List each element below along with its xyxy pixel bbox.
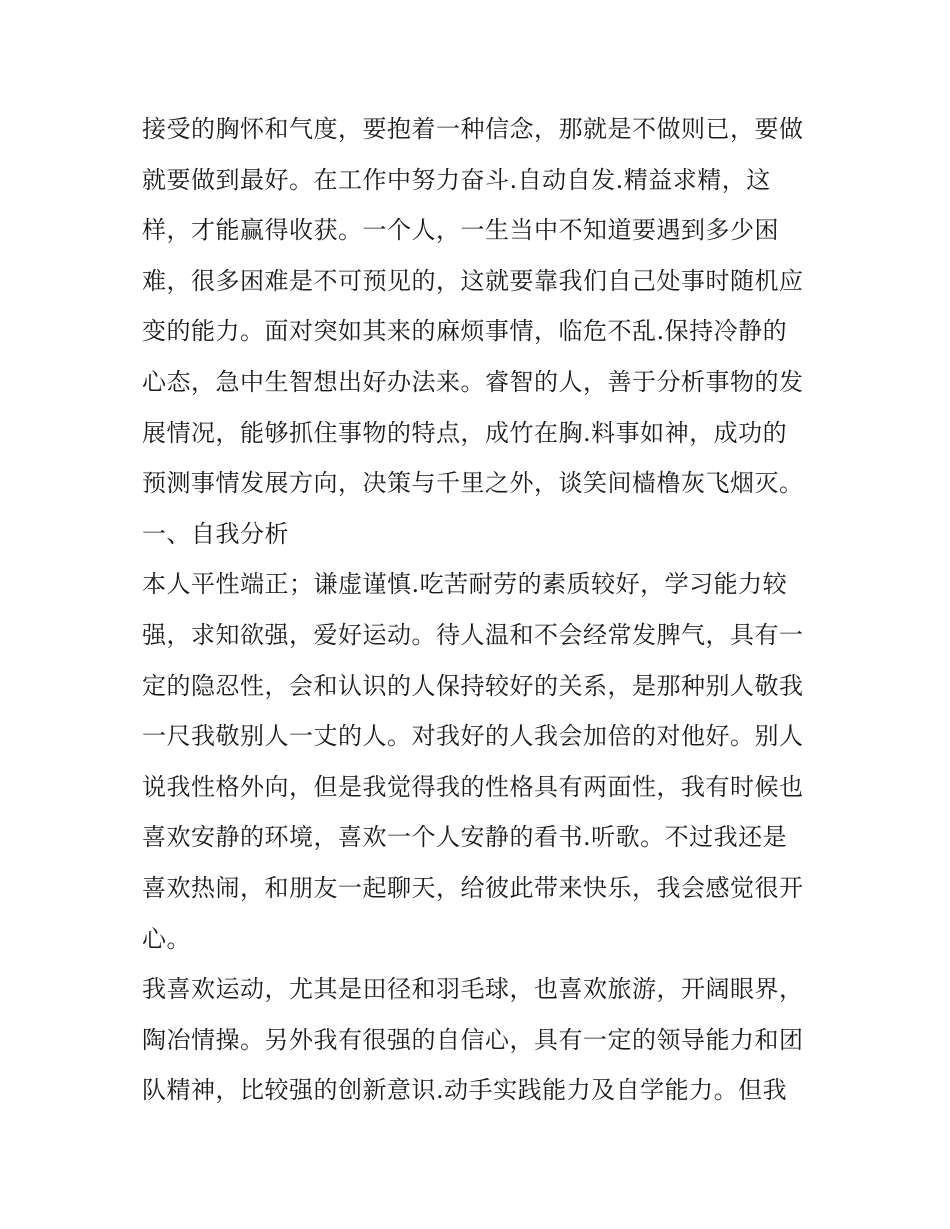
text-line: 预测事情发展方向，决策与千里之外，谈笑间樯橹灰飞烟灭。	[142, 469, 804, 498]
text-line: 本人平性端正；谦虚谨慎.吃苦耐劳的素质较好，学习能力较	[142, 570, 788, 599]
text-line: 喜欢热闹，和朋友一起聊天，给彼此带来快乐，我会感觉很开	[142, 873, 804, 902]
document-body	[142, 104, 822, 1116]
text-line: 心。	[142, 924, 191, 953]
text-line: 变的能力。面对突如其来的麻烦事情，临危不乱.保持冷静的	[142, 317, 788, 346]
text-line: 接受的胸怀和气度，要抱着一种信念，那就是不做则已，要做	[142, 115, 804, 143]
text-line: 定的隐忍性，会和认识的人保持较好的关系，是那种别人敬我	[142, 671, 804, 700]
text-line: 心态，急中生智想出好办法来。睿智的人，善于分析事物的发	[142, 367, 804, 396]
text-line: 强，求知欲强，爱好运动。待人温和不会经常发脾气，具有一	[142, 620, 804, 649]
text-line: 展情况，能够抓住事物的特点，成竹在胸.料事如神，成功的	[142, 418, 788, 447]
text-line: 一尺我敬别人一丈的人。对我好的人我会加倍的对他好。别人	[142, 722, 804, 751]
text-line: 就要做到最好。在工作中努力奋斗.自动自发.精益求精，这	[142, 165, 771, 194]
text-line: 我喜欢运动，尤其是田径和羽毛球，也喜欢旅游，开阔眼界，	[142, 975, 804, 1004]
text-line: 难，很多困难是不可预见的，这就要靠我们自己处事时随机应	[142, 266, 804, 295]
text-line: 样，才能赢得收获。一个人，一生当中不知道要遇到多少困	[142, 216, 779, 245]
text-line: 陶冶情操。另外我有很强的自信心，具有一定的领导能力和团	[142, 1025, 804, 1054]
section-heading: 一、自我分析	[142, 519, 289, 548]
text-line: 队精神，比较强的创新意识.动手实践能力及自学能力。但我	[142, 1076, 788, 1105]
text-line: 说我性格外向，但是我觉得我的性格具有两面性，我有时候也	[142, 772, 804, 801]
text-line: 喜欢安静的环境，喜欢一个人安静的看书.听歌。不过我还是	[142, 823, 788, 852]
